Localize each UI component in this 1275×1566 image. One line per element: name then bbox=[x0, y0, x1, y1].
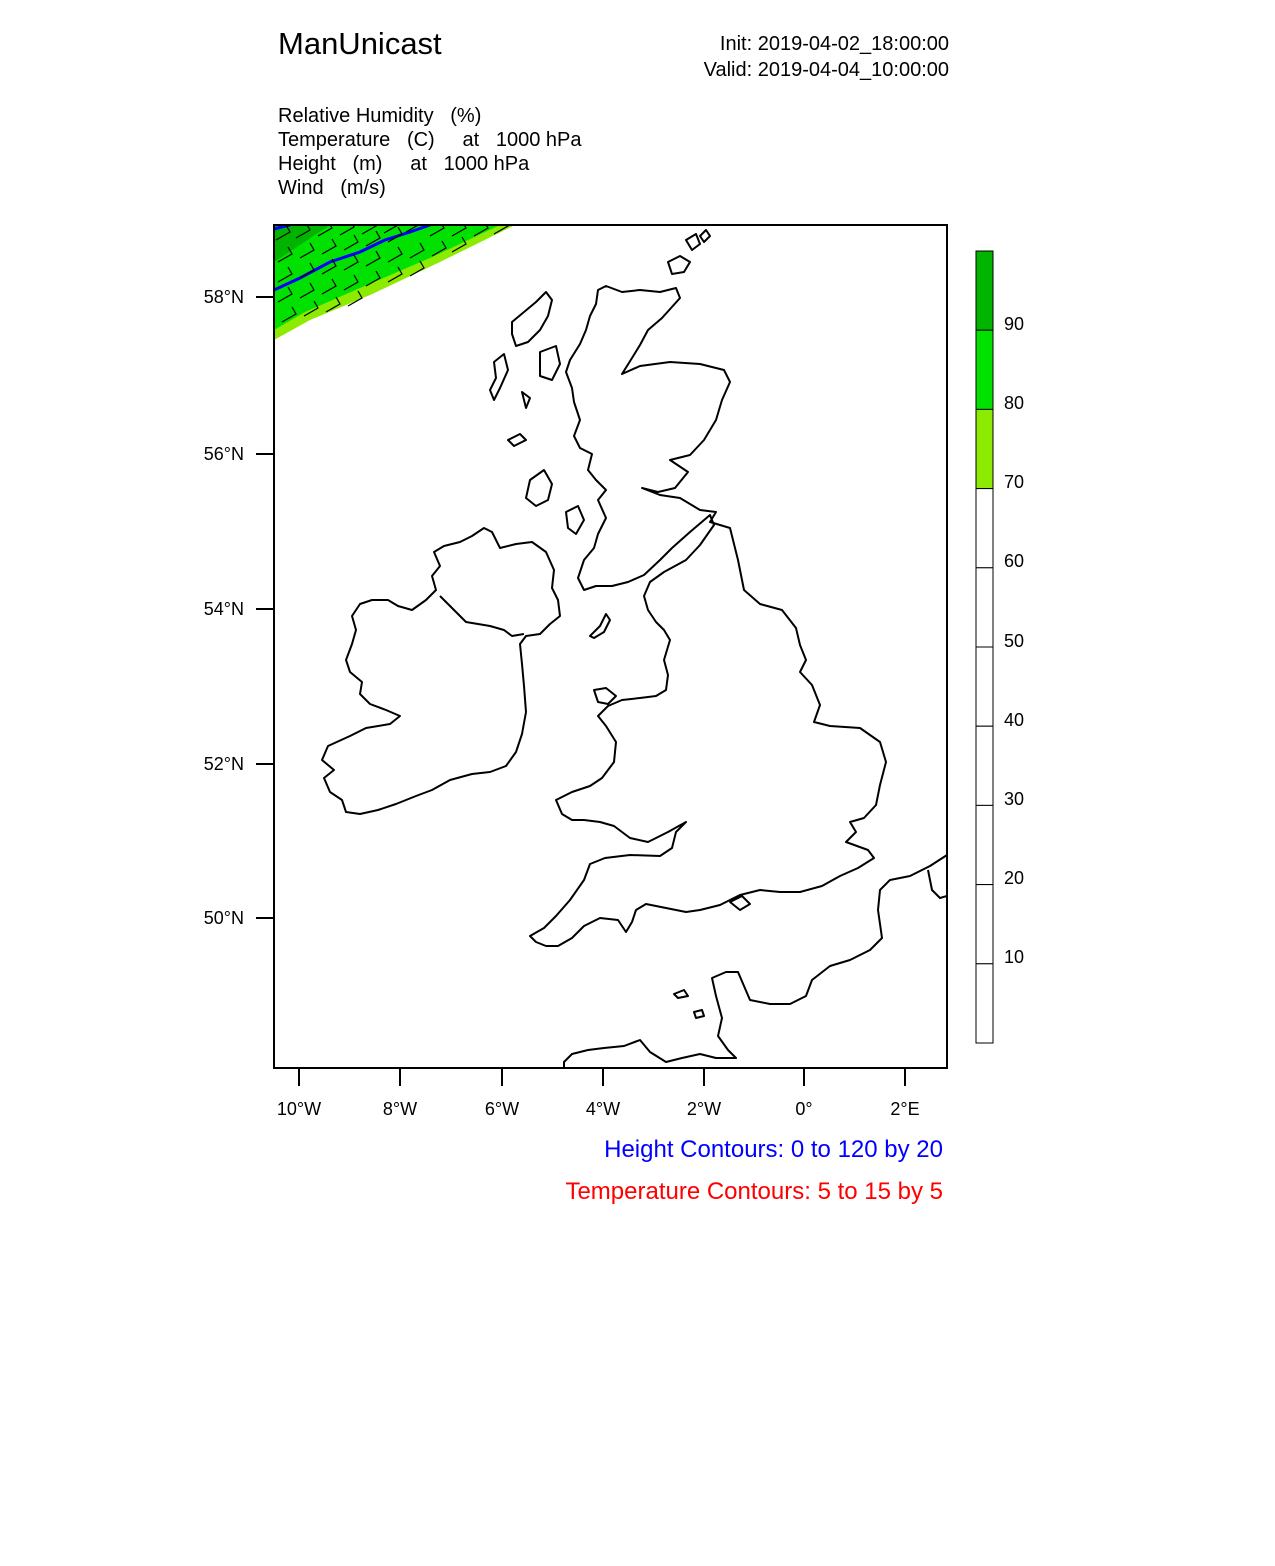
colorbar-label: 10 bbox=[1004, 947, 1025, 967]
lon-label: 10°W bbox=[276, 1099, 322, 1119]
coast-isle-of-man bbox=[590, 614, 610, 638]
coast-great-britain bbox=[530, 286, 886, 946]
height-contour-legend: Height Contours: 0 to 120 by 20 bbox=[604, 1136, 943, 1163]
variable-height: Height (m) at 1000 hPa bbox=[278, 153, 530, 175]
colorbar-bin bbox=[976, 568, 993, 647]
coast-shetland-fragment bbox=[700, 230, 710, 242]
lat-label: 56°N bbox=[203, 444, 244, 464]
map-frame bbox=[274, 225, 947, 1068]
variable-wind: Wind (m/s) bbox=[278, 177, 386, 199]
colorbar-label: 30 bbox=[1004, 789, 1025, 809]
coast-hebrides bbox=[490, 292, 552, 446]
coast-ulster bbox=[440, 596, 524, 636]
colorbar-label: 20 bbox=[1004, 868, 1025, 888]
coast-channel-islands bbox=[674, 990, 704, 1018]
colorbar bbox=[976, 251, 993, 1043]
latitude-axis bbox=[256, 297, 274, 918]
temperature-contour-legend: Temperature Contours: 5 to 15 by 5 bbox=[565, 1178, 943, 1205]
coast-orkney bbox=[668, 234, 700, 274]
colorbar-bin bbox=[976, 885, 993, 964]
colorbar-bin bbox=[976, 330, 993, 409]
lat-label: 50°N bbox=[203, 908, 244, 928]
longitude-axis bbox=[299, 1068, 905, 1086]
colorbar-bin bbox=[976, 409, 993, 488]
colorbar-bin bbox=[976, 726, 993, 805]
coast-ireland bbox=[322, 528, 560, 814]
lon-label: 8°W bbox=[382, 1099, 418, 1119]
valid-time: Valid: 2019-04-04_10:00:00 bbox=[703, 59, 949, 81]
map-title: ManUnicast bbox=[278, 26, 442, 61]
colorbar-label: 50 bbox=[1004, 631, 1025, 651]
colorbar-bin bbox=[976, 647, 993, 726]
lon-label: 4°W bbox=[585, 1099, 621, 1119]
variable-temperature: Temperature (C) at 1000 hPa bbox=[278, 129, 582, 151]
coast-anglesey bbox=[594, 688, 616, 704]
lon-label: 2°E bbox=[890, 1099, 920, 1119]
lon-label: 0° bbox=[795, 1099, 813, 1119]
colorbar-bin bbox=[976, 805, 993, 884]
humidity-shading bbox=[274, 217, 515, 340]
colorbar-label: 90 bbox=[1004, 314, 1025, 334]
lon-label: 2°W bbox=[686, 1099, 722, 1119]
colorbar-bin bbox=[976, 489, 993, 568]
variable-rh: Relative Humidity (%) bbox=[278, 105, 482, 127]
colorbar-label: 60 bbox=[1004, 551, 1025, 571]
lat-label: 52°N bbox=[203, 754, 244, 774]
lat-label: 58°N bbox=[203, 287, 244, 307]
colorbar-bin bbox=[976, 251, 993, 330]
lat-label: 54°N bbox=[203, 599, 244, 619]
lon-label: 6°W bbox=[484, 1099, 520, 1119]
colorbar-label: 40 bbox=[1004, 710, 1025, 730]
colorbar-label: 80 bbox=[1004, 393, 1025, 413]
coast-france-inlet bbox=[928, 870, 947, 898]
colorbar-bin bbox=[976, 964, 993, 1043]
colorbar-label: 70 bbox=[1004, 472, 1025, 492]
init-time: Init: 2019-04-02_18:00:00 bbox=[719, 33, 949, 55]
coast-france bbox=[564, 855, 947, 1068]
coastlines bbox=[322, 230, 947, 1068]
